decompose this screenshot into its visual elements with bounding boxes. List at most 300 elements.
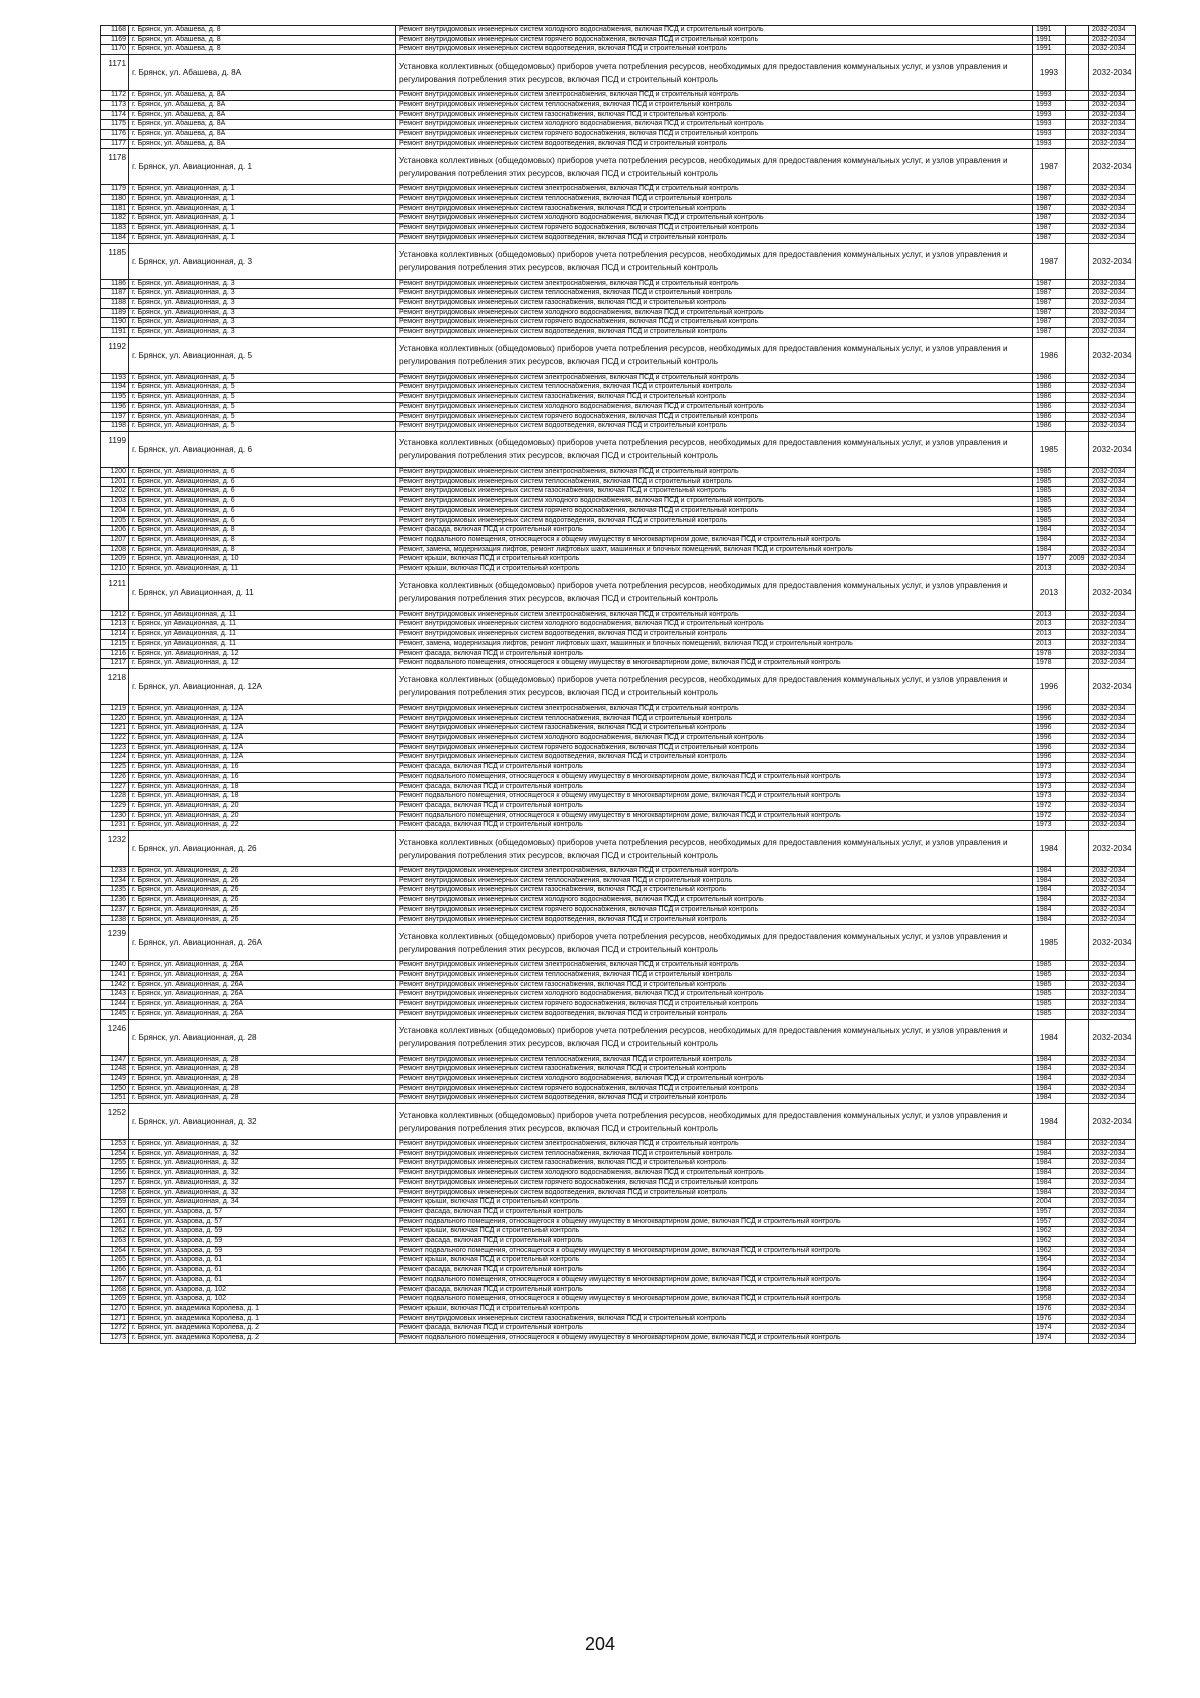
planned-period-cell: 2032-2034	[1089, 990, 1136, 1000]
year-built-cell: 1993	[1033, 55, 1066, 91]
address-cell: г. Брянск, ул. Авиационная, д. 6	[129, 516, 396, 526]
table-row	[101, 925, 1136, 961]
last-repair-year-cell	[1066, 243, 1089, 279]
planned-period-cell: 2032-2034	[1089, 224, 1136, 234]
year-built-cell: 1987	[1033, 204, 1066, 214]
table-row	[101, 402, 1136, 412]
work-type-cell: Ремонт крыши, включая ПСД и строительный контроль	[396, 555, 1033, 565]
address-cell: г. Брянск, ул. Авиационная, д. 32	[129, 1169, 396, 1179]
address-cell: г. Брянск, ул. Азарова, д. 57	[129, 1217, 396, 1227]
address-cell: г. Брянск, ул. Авиационная, д. 12	[129, 659, 396, 669]
work-type-cell: Ремонт внутридомовых инженерных систем газоснабжения, включая ПСД и строительный контроль	[396, 298, 1033, 308]
last-repair-year-cell	[1066, 545, 1089, 555]
address-cell: г. Брянск, ул. Авиационная, д. 11	[129, 565, 396, 575]
year-built-cell: 1984	[1033, 876, 1066, 886]
table-row	[101, 1334, 1136, 1344]
planned-period-cell: 2032-2034	[1089, 393, 1136, 403]
planned-period-cell: 2032-2034	[1089, 831, 1136, 867]
planned-period-cell: 2032-2034	[1089, 1000, 1136, 1010]
planned-period-cell: 2032-2034	[1089, 668, 1136, 704]
address-cell: г. Брянск, ул. Авиационная, д. 8	[129, 535, 396, 545]
row-number-cell: 1229	[101, 801, 129, 811]
table-row	[101, 610, 1136, 620]
row-number-cell: 1230	[101, 811, 129, 821]
row-number-cell: 1252	[101, 1104, 129, 1140]
table-row	[101, 393, 1136, 403]
year-built-cell: 1987	[1033, 328, 1066, 338]
row-number-cell: 1231	[101, 821, 129, 831]
row-number-cell: 1240	[101, 961, 129, 971]
row-number-cell: 1172	[101, 91, 129, 101]
address-cell: г. Брянск, ул. Абашева, д. 8А	[129, 120, 396, 130]
work-type-cell: Ремонт внутридомовых инженерных систем водоотведения, включая ПСД и строительный контроль	[396, 1188, 1033, 1198]
year-built-cell: 1973	[1033, 821, 1066, 831]
year-built-cell: 1984	[1033, 1074, 1066, 1084]
row-number-cell: 1214	[101, 630, 129, 640]
row-number-cell: 1199	[101, 431, 129, 467]
address-cell: г. Брянск, ул. Авиационная, д. 32	[129, 1159, 396, 1169]
work-type-cell: Ремонт внутридомовых инженерных систем водоотведения, включая ПСД и строительный контроль	[396, 45, 1033, 55]
work-type-cell: Ремонт внутридомовых инженерных систем холодного водоснабжения, включая ПСД и строительный контроль	[396, 990, 1033, 1000]
row-number-cell: 1201	[101, 477, 129, 487]
last-repair-year-cell	[1066, 801, 1089, 811]
year-built-cell: 1984	[1033, 1159, 1066, 1169]
table-row	[101, 100, 1136, 110]
table-row	[101, 149, 1136, 185]
row-number-cell: 1203	[101, 497, 129, 507]
planned-period-cell: 2032-2034	[1089, 373, 1136, 383]
work-type-cell: Ремонт фасада, включая ПСД и строительный контроль	[396, 821, 1033, 831]
row-number-cell: 1206	[101, 526, 129, 536]
work-type-cell: Ремонт внутридомовых инженерных систем горячего водоснабжения, включая ПСД и строительный контроль	[396, 1178, 1033, 1188]
table-row	[101, 990, 1136, 1000]
row-number-cell: 1202	[101, 487, 129, 497]
planned-period-cell: 2032-2034	[1089, 535, 1136, 545]
planned-period-cell: 2032-2034	[1089, 1314, 1136, 1324]
address-cell: г. Брянск, ул. Авиационная, д. 32	[129, 1149, 396, 1159]
row-number-cell: 1236	[101, 896, 129, 906]
last-repair-year-cell	[1066, 45, 1089, 55]
table-row	[101, 1140, 1136, 1150]
table-row	[101, 477, 1136, 487]
address-cell: г. Брянск, ул. Азарова, д. 61	[129, 1275, 396, 1285]
table-row	[101, 867, 1136, 877]
last-repair-year-cell	[1066, 100, 1089, 110]
address-cell: г. Брянск, ул. Авиационная, д. 6	[129, 467, 396, 477]
planned-period-cell: 2032-2034	[1089, 821, 1136, 831]
work-type-cell: Ремонт фасада, включая ПСД и строительный контроль	[396, 763, 1033, 773]
address-cell: г. Брянск, ул. Авиационная, д. 5	[129, 393, 396, 403]
last-repair-year-cell	[1066, 506, 1089, 516]
work-type-cell: Ремонт внутридомовых инженерных систем водоотведения, включая ПСД и строительный контроль	[396, 1009, 1033, 1019]
last-repair-year-cell	[1066, 704, 1089, 714]
year-built-cell: 1984	[1033, 1019, 1066, 1055]
work-type-cell: Ремонт внутридомовых инженерных систем теплоснабжения, включая ПСД и строительный контроль	[396, 876, 1033, 886]
row-number-cell: 1177	[101, 139, 129, 149]
work-type-cell: Ремонт фасада, включая ПСД и строительный контроль	[396, 1285, 1033, 1295]
row-number-cell: 1188	[101, 298, 129, 308]
address-cell: г. Брянск, ул. Авиационная, д. 6	[129, 487, 396, 497]
year-built-cell: 1962	[1033, 1227, 1066, 1237]
last-repair-year-cell	[1066, 925, 1089, 961]
work-type-cell: Установка коллективных (общедомовых) приборов учета потребления ресурсов, необходимых для предоставления коммунальных услуг, и узлов управления и регулирования потребления этих ресурсов, включая ПСД и строительный контроль	[396, 337, 1033, 373]
year-built-cell: 1985	[1033, 516, 1066, 526]
planned-period-cell: 2032-2034	[1089, 308, 1136, 318]
table-row	[101, 743, 1136, 753]
row-number-cell: 1213	[101, 620, 129, 630]
address-cell: г. Брянск, ул. Авиационная, д. 3	[129, 318, 396, 328]
last-repair-year-cell	[1066, 393, 1089, 403]
page-number: 204	[584, 1634, 616, 1654]
table-row	[101, 1000, 1136, 1010]
year-built-cell: 1993	[1033, 139, 1066, 149]
row-number-cell: 1248	[101, 1065, 129, 1075]
year-built-cell: 1987	[1033, 233, 1066, 243]
work-type-cell: Ремонт фасада, включая ПСД и строительный контроль	[396, 1266, 1033, 1276]
table-row	[101, 1055, 1136, 1065]
table-row	[101, 298, 1136, 308]
planned-period-cell: 2032-2034	[1089, 100, 1136, 110]
table-row	[101, 763, 1136, 773]
planned-period-cell: 2032-2034	[1089, 1334, 1136, 1344]
last-repair-year-cell	[1066, 763, 1089, 773]
last-repair-year-cell	[1066, 1324, 1089, 1334]
planned-period-cell: 2032-2034	[1089, 925, 1136, 961]
work-type-cell: Ремонт внутридомовых инженерных систем электроснабжения, включая ПСД и строительный контроль	[396, 91, 1033, 101]
work-type-cell: Ремонт внутридомовых инженерных систем горячего водоснабжения, включая ПСД и строительный контроль	[396, 506, 1033, 516]
work-type-cell: Ремонт внутридомовых инженерных систем электроснабжения, включая ПСД и строительный контроль	[396, 185, 1033, 195]
table-row	[101, 431, 1136, 467]
year-built-cell: 1984	[1033, 1055, 1066, 1065]
year-built-cell: 1996	[1033, 734, 1066, 744]
work-type-cell: Ремонт подвального помещения, относящегося к общему имуществу в многоквартирном доме, включая ПСД и строительный контроль	[396, 659, 1033, 669]
address-cell: г. Брянск, ул. академика Королева, д. 1	[129, 1314, 396, 1324]
work-type-cell: Ремонт внутридомовых инженерных систем холодного водоснабжения, включая ПСД и строительный контроль	[396, 1074, 1033, 1084]
table-row	[101, 383, 1136, 393]
address-cell: г. Брянск, ул Авиационная, д. 11	[129, 630, 396, 640]
year-built-cell: 1985	[1033, 477, 1066, 487]
repair-schedule-table	[100, 25, 1136, 1344]
last-repair-year-cell	[1066, 1169, 1089, 1179]
planned-period-cell: 2032-2034	[1089, 1207, 1136, 1217]
year-built-cell: 1985	[1033, 980, 1066, 990]
row-number-cell: 1189	[101, 308, 129, 318]
planned-period-cell: 2032-2034	[1089, 555, 1136, 565]
work-type-cell: Ремонт внутридомовых инженерных систем холодного водоснабжения, включая ПСД и строительный контроль	[396, 734, 1033, 744]
work-type-cell: Ремонт фасада, включая ПСД и строительный контроль	[396, 782, 1033, 792]
address-cell: г. Брянск, ул. Авиационная, д. 26А	[129, 980, 396, 990]
work-type-cell: Установка коллективных (общедомовых) приборов учета потребления ресурсов, необходимых для предоставления коммунальных услуг, и узлов управления и регулирования потребления этих ресурсов, включая ПСД и строительный контроль	[396, 668, 1033, 704]
table-row	[101, 1275, 1136, 1285]
address-cell: г. Брянск, ул. Авиационная, д. 3	[129, 328, 396, 338]
row-number-cell: 1232	[101, 831, 129, 867]
year-built-cell: 1976	[1033, 1304, 1066, 1314]
last-repair-year-cell	[1066, 279, 1089, 289]
last-repair-year-cell	[1066, 467, 1089, 477]
last-repair-year-cell	[1066, 412, 1089, 422]
year-built-cell: 1985	[1033, 990, 1066, 1000]
last-repair-year-cell	[1066, 431, 1089, 467]
planned-period-cell: 2032-2034	[1089, 905, 1136, 915]
year-built-cell: 1996	[1033, 704, 1066, 714]
row-number-cell: 1255	[101, 1159, 129, 1169]
planned-period-cell: 2032-2034	[1089, 233, 1136, 243]
table-row	[101, 961, 1136, 971]
work-type-cell: Установка коллективных (общедомовых) приборов учета потребления ресурсов, необходимых для предоставления коммунальных услуг, и узлов управления и регулирования потребления этих ресурсов, включая ПСД и строительный контроль	[396, 1019, 1033, 1055]
work-type-cell: Ремонт внутридомовых инженерных систем водоотведения, включая ПСД и строительный контроль	[396, 422, 1033, 432]
address-cell: г. Брянск, ул. Азарова, д. 102	[129, 1285, 396, 1295]
work-type-cell: Ремонт внутридомовых инженерных систем электроснабжения, включая ПСД и строительный контроль	[396, 610, 1033, 620]
table-row	[101, 120, 1136, 130]
planned-period-cell: 2032-2034	[1089, 289, 1136, 299]
address-cell: г. Брянск, ул. Авиационная, д. 26	[129, 867, 396, 877]
table-row	[101, 545, 1136, 555]
address-cell: г. Брянск, ул. Азарова, д. 59	[129, 1237, 396, 1247]
planned-period-cell: 2032-2034	[1089, 1256, 1136, 1266]
planned-period-cell: 2032-2034	[1089, 431, 1136, 467]
row-number-cell: 1187	[101, 289, 129, 299]
year-built-cell: 1984	[1033, 1094, 1066, 1104]
last-repair-year-cell	[1066, 1266, 1089, 1276]
year-built-cell: 1986	[1033, 422, 1066, 432]
planned-period-cell: 2032-2034	[1089, 1019, 1136, 1055]
work-type-cell: Ремонт подвального помещения, относящегося к общему имуществу в многоквартирном доме, включая ПСД и строительный контроль	[396, 1295, 1033, 1305]
planned-period-cell: 2032-2034	[1089, 35, 1136, 45]
address-cell: г. Брянск, ул. Авиационная, д. 8	[129, 545, 396, 555]
year-built-cell: 1993	[1033, 110, 1066, 120]
last-repair-year-cell	[1066, 1084, 1089, 1094]
work-type-cell: Ремонт внутридомовых инженерных систем холодного водоснабжения, включая ПСД и строительный контроль	[396, 620, 1033, 630]
last-repair-year-cell	[1066, 734, 1089, 744]
year-built-cell: 1996	[1033, 724, 1066, 734]
year-built-cell: 2013	[1033, 630, 1066, 640]
table-row	[101, 139, 1136, 149]
row-number-cell: 1192	[101, 337, 129, 373]
work-type-cell: Ремонт внутридомовых инженерных систем холодного водоснабжения, включая ПСД и строительный контроль	[396, 308, 1033, 318]
last-repair-year-cell	[1066, 1295, 1089, 1305]
year-built-cell: 1984	[1033, 535, 1066, 545]
year-built-cell: 1964	[1033, 1275, 1066, 1285]
work-type-cell: Ремонт внутридомовых инженерных систем теплоснабжения, включая ПСД и строительный контроль	[396, 1055, 1033, 1065]
last-repair-year-cell	[1066, 565, 1089, 575]
table-row	[101, 1207, 1136, 1217]
row-number-cell: 1168	[101, 26, 129, 36]
last-repair-year-cell	[1066, 1304, 1089, 1314]
year-built-cell: 1985	[1033, 925, 1066, 961]
row-number-cell: 1171	[101, 55, 129, 91]
work-type-cell: Ремонт внутридомовых инженерных систем электроснабжения, включая ПСД и строительный контроль	[396, 279, 1033, 289]
year-built-cell: 1987	[1033, 308, 1066, 318]
year-built-cell: 1958	[1033, 1295, 1066, 1305]
row-number-cell: 1243	[101, 990, 129, 1000]
row-number-cell: 1246	[101, 1019, 129, 1055]
row-number-cell: 1182	[101, 214, 129, 224]
table-row	[101, 26, 1136, 36]
row-number-cell: 1208	[101, 545, 129, 555]
last-repair-year-cell	[1066, 1000, 1089, 1010]
year-built-cell: 1977	[1033, 555, 1066, 565]
table-row	[101, 308, 1136, 318]
table-row	[101, 565, 1136, 575]
table-row	[101, 1324, 1136, 1334]
row-number-cell: 1258	[101, 1188, 129, 1198]
planned-period-cell: 2032-2034	[1089, 1246, 1136, 1256]
row-number-cell: 1212	[101, 610, 129, 620]
address-cell: г. Брянск, ул. академика Королева, д. 2	[129, 1324, 396, 1334]
address-cell: г. Брянск, ул. Авиационная, д. 3	[129, 243, 396, 279]
work-type-cell: Установка коллективных (общедомовых) приборов учета потребления ресурсов, необходимых для предоставления коммунальных услуг, и узлов управления и регулирования потребления этих ресурсов, включая ПСД и строительный контроль	[396, 574, 1033, 610]
work-type-cell: Ремонт внутридомовых инженерных систем теплоснабжения, включая ПСД и строительный контроль	[396, 477, 1033, 487]
year-built-cell: 1973	[1033, 782, 1066, 792]
address-cell: г. Брянск, ул. Авиационная, д. 18	[129, 782, 396, 792]
table-row	[101, 574, 1136, 610]
table-row	[101, 204, 1136, 214]
last-repair-year-cell	[1066, 649, 1089, 659]
planned-period-cell: 2032-2034	[1089, 792, 1136, 802]
table-row	[101, 373, 1136, 383]
planned-period-cell: 2032-2034	[1089, 734, 1136, 744]
address-cell: г. Брянск, ул. Авиационная, д. 12	[129, 649, 396, 659]
address-cell: г. Брянск, ул. академика Королева, д. 1	[129, 1304, 396, 1314]
address-cell: г. Брянск, ул. Авиационная, д. 12А	[129, 714, 396, 724]
year-built-cell: 1958	[1033, 1285, 1066, 1295]
address-cell: г. Брянск, ул. Абашева, д. 8А	[129, 139, 396, 149]
work-type-cell: Установка коллективных (общедомовых) приборов учета потребления ресурсов, необходимых для предоставления коммунальных услуг, и узлов управления и регулирования потребления этих ресурсов, включая ПСД и строительный контроль	[396, 431, 1033, 467]
work-type-cell: Ремонт фасада, включая ПСД и строительный контроль	[396, 526, 1033, 536]
table-row	[101, 896, 1136, 906]
work-type-cell: Ремонт внутридомовых инженерных систем теплоснабжения, включая ПСД и строительный контроль	[396, 1149, 1033, 1159]
last-repair-year-cell	[1066, 289, 1089, 299]
year-built-cell: 1978	[1033, 649, 1066, 659]
address-cell: г. Брянск, ул. Азарова, д. 102	[129, 1295, 396, 1305]
year-built-cell: 1957	[1033, 1217, 1066, 1227]
last-repair-year-cell	[1066, 1207, 1089, 1217]
planned-period-cell: 2032-2034	[1089, 1188, 1136, 1198]
table-row	[101, 1198, 1136, 1208]
year-built-cell: 2004	[1033, 1198, 1066, 1208]
planned-period-cell: 2032-2034	[1089, 45, 1136, 55]
planned-period-cell: 2032-2034	[1089, 467, 1136, 477]
table-row	[101, 811, 1136, 821]
table-row	[101, 129, 1136, 139]
address-cell: г. Брянск, ул. Абашева, д. 8А	[129, 91, 396, 101]
planned-period-cell: 2032-2034	[1089, 204, 1136, 214]
work-type-cell: Ремонт внутридомовых инженерных систем теплоснабжения, включая ПСД и строительный контроль	[396, 714, 1033, 724]
work-type-cell: Ремонт внутридомовых инженерных систем водоотведения, включая ПСД и строительный контроль	[396, 1094, 1033, 1104]
address-cell: г. Брянск, ул. Авиационная, д. 1	[129, 149, 396, 185]
table-row	[101, 214, 1136, 224]
year-built-cell: 1987	[1033, 318, 1066, 328]
address-cell: г. Брянск, ул. Абашева, д. 8	[129, 35, 396, 45]
last-repair-year-cell	[1066, 1334, 1089, 1344]
year-built-cell: 1987	[1033, 224, 1066, 234]
last-repair-year-cell	[1066, 896, 1089, 906]
row-number-cell: 1175	[101, 120, 129, 130]
year-built-cell: 1984	[1033, 867, 1066, 877]
last-repair-year-cell	[1066, 743, 1089, 753]
last-repair-year-cell	[1066, 55, 1089, 91]
address-cell: г. Брянск, ул. Авиационная, д. 3	[129, 298, 396, 308]
row-number-cell: 1271	[101, 1314, 129, 1324]
table-row	[101, 318, 1136, 328]
work-type-cell: Ремонт фасада, включая ПСД и строительный контроль	[396, 801, 1033, 811]
table-row	[101, 412, 1136, 422]
planned-period-cell: 2032-2034	[1089, 649, 1136, 659]
row-number-cell: 1268	[101, 1285, 129, 1295]
table-row	[101, 1084, 1136, 1094]
row-number-cell: 1179	[101, 185, 129, 195]
planned-period-cell: 2032-2034	[1089, 1227, 1136, 1237]
work-type-cell: Ремонт крыши, включая ПСД и строительный контроль	[396, 1304, 1033, 1314]
address-cell: г. Брянск, ул Авиационная, д. 11	[129, 610, 396, 620]
last-repair-year-cell	[1066, 497, 1089, 507]
planned-period-cell: 2032-2034	[1089, 91, 1136, 101]
planned-period-cell: 2032-2034	[1089, 298, 1136, 308]
year-built-cell: 1984	[1033, 831, 1066, 867]
last-repair-year-cell	[1066, 328, 1089, 338]
planned-period-cell: 2032-2034	[1089, 1275, 1136, 1285]
table-row	[101, 279, 1136, 289]
row-number-cell: 1270	[101, 1304, 129, 1314]
address-cell: г. Брянск, ул. Авиационная, д. 5	[129, 383, 396, 393]
year-built-cell: 1964	[1033, 1266, 1066, 1276]
address-cell: г. Брянск, ул. Авиационная, д. 16	[129, 772, 396, 782]
table-row	[101, 497, 1136, 507]
last-repair-year-cell	[1066, 1275, 1089, 1285]
last-repair-year-cell	[1066, 195, 1089, 205]
planned-period-cell: 2032-2034	[1089, 704, 1136, 714]
work-type-cell: Ремонт внутридомовых инженерных систем холодного водоснабжения, включая ПСД и строительный контроль	[396, 896, 1033, 906]
address-cell: г. Брянск, ул. Авиационная, д. 26	[129, 886, 396, 896]
work-type-cell: Ремонт, замена, модернизация лифтов, ремонт лифтовых шахт, машинных и блочных помещений, включая ПСД и строительный контроль	[396, 639, 1033, 649]
address-cell: г. Брянск, ул. Абашева, д. 8	[129, 45, 396, 55]
table-row	[101, 915, 1136, 925]
row-number-cell: 1241	[101, 971, 129, 981]
work-type-cell: Ремонт внутридомовых инженерных систем холодного водоснабжения, включая ПСД и строительный контроль	[396, 214, 1033, 224]
row-number-cell: 1181	[101, 204, 129, 214]
work-type-cell: Ремонт крыши, включая ПСД и строительный контроль	[396, 565, 1033, 575]
row-number-cell: 1183	[101, 224, 129, 234]
table-row	[101, 714, 1136, 724]
year-built-cell: 1993	[1033, 129, 1066, 139]
last-repair-year-cell	[1066, 886, 1089, 896]
row-number-cell: 1233	[101, 867, 129, 877]
address-cell: г. Брянск, ул. Авиационная, д. 3	[129, 308, 396, 318]
planned-period-cell: 2032-2034	[1089, 1266, 1136, 1276]
address-cell: г. Брянск, ул. Авиационная, д. 34	[129, 1198, 396, 1208]
row-number-cell: 1267	[101, 1275, 129, 1285]
row-number-cell: 1215	[101, 639, 129, 649]
last-repair-year-cell	[1066, 1314, 1089, 1324]
table-row	[101, 1266, 1136, 1276]
planned-period-cell: 2032-2034	[1089, 545, 1136, 555]
planned-period-cell: 2032-2034	[1089, 120, 1136, 130]
planned-period-cell: 2032-2034	[1089, 630, 1136, 640]
year-built-cell: 1984	[1033, 526, 1066, 536]
row-number-cell: 1219	[101, 704, 129, 714]
last-repair-year-cell	[1066, 233, 1089, 243]
year-built-cell: 1987	[1033, 214, 1066, 224]
planned-period-cell: 2032-2034	[1089, 782, 1136, 792]
row-number-cell: 1263	[101, 1237, 129, 1247]
address-cell: г. Брянск, ул. Авиационная, д. 26А	[129, 1000, 396, 1010]
year-built-cell: 1974	[1033, 1334, 1066, 1344]
last-repair-year-cell	[1066, 753, 1089, 763]
table-body	[101, 26, 1136, 1344]
row-number-cell: 1266	[101, 1266, 129, 1276]
planned-period-cell: 2032-2034	[1089, 506, 1136, 516]
year-built-cell: 1991	[1033, 45, 1066, 55]
